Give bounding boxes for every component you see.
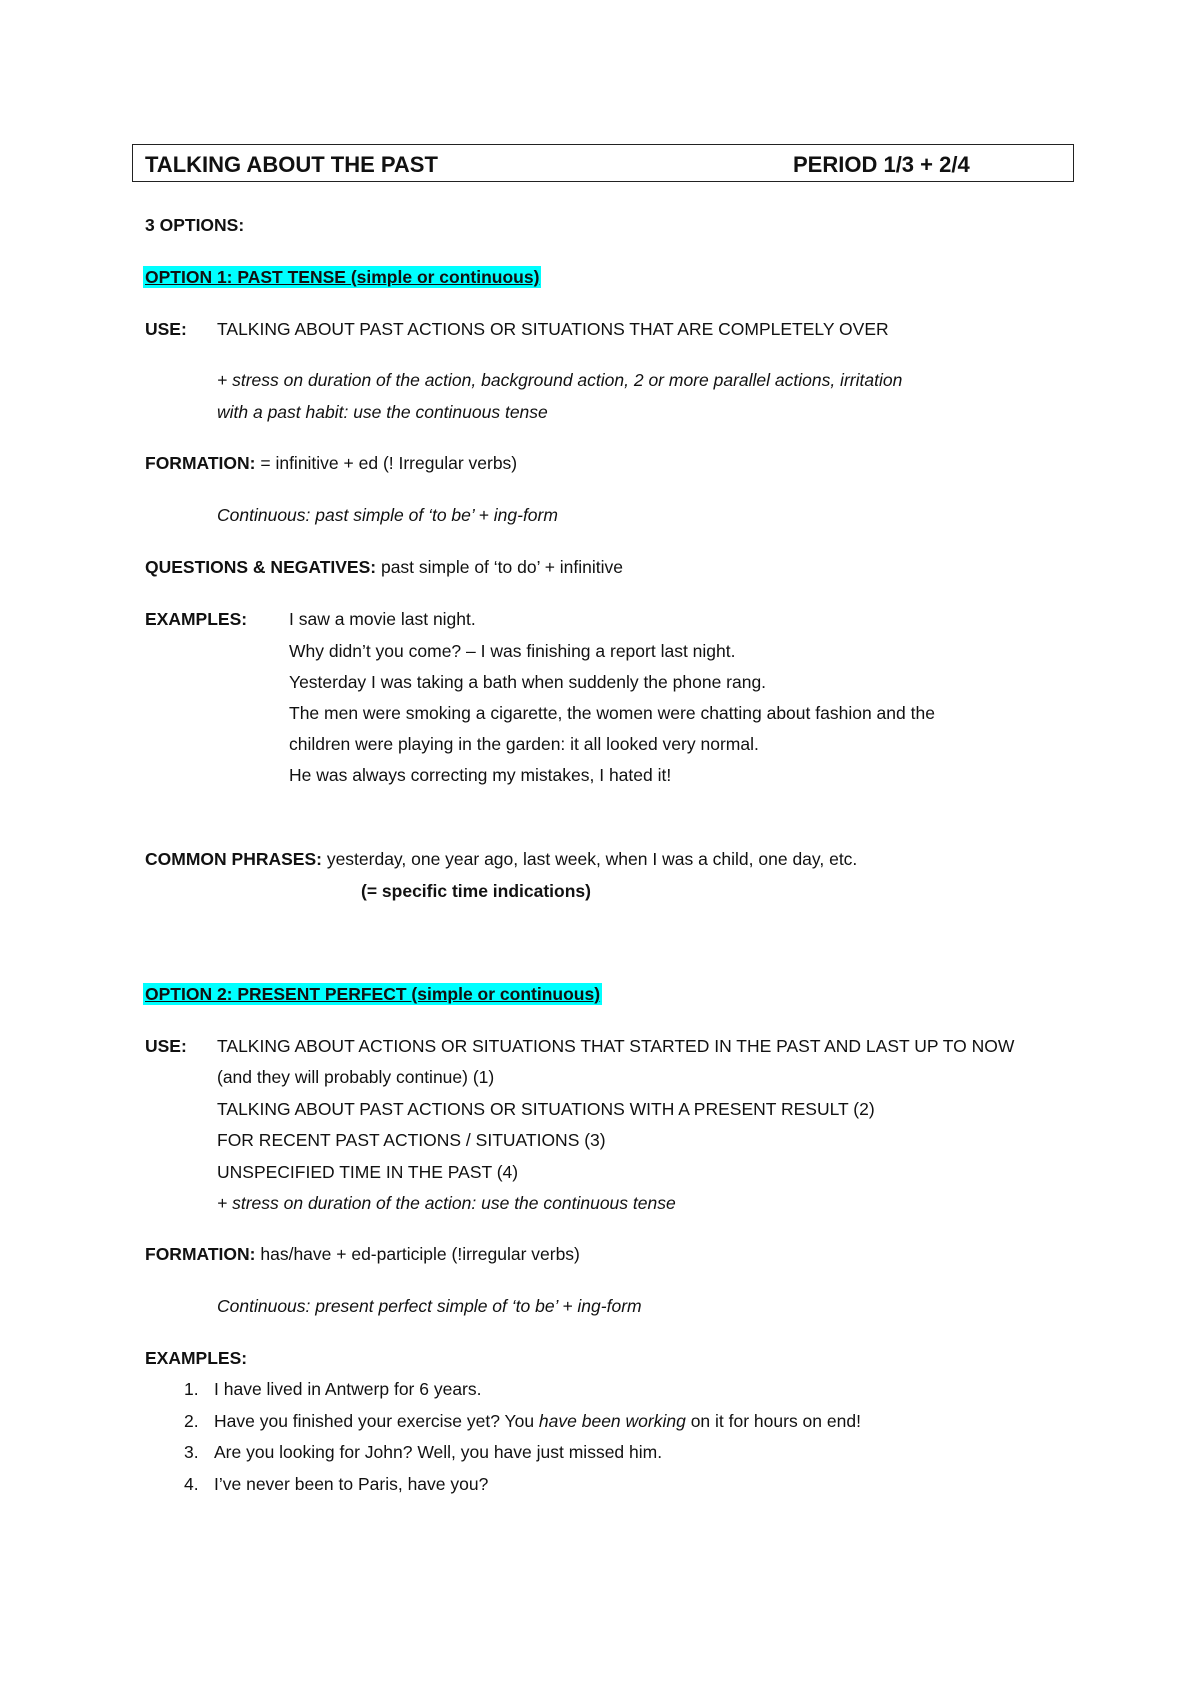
- option1-qn-text: past simple of ‘to do’ + infinitive: [376, 557, 623, 577]
- options-intro: 3 OPTIONS:: [145, 215, 245, 235]
- example-text-pre: Have you finished your exercise yet? You: [214, 1411, 539, 1431]
- option2-examples-label: EXAMPLES:: [145, 1348, 248, 1368]
- option1-common-phrases: [145, 848, 857, 870]
- list-number: 2.: [184, 1411, 199, 1431]
- period-label: PERIOD 1/3 + 2/4: [793, 152, 970, 177]
- document-title: TALKING ABOUT THE PAST: [145, 152, 438, 177]
- option1-example: children were playing in the garden: it all looked very normal.: [289, 734, 759, 754]
- option2-use-line: UNSPECIFIED TIME IN THE PAST (4): [217, 1162, 519, 1182]
- option1-heading: OPTION 1: PAST TENSE (simple or continuous): [145, 267, 540, 287]
- option2-use-line: FOR RECENT PAST ACTIONS / SITUATIONS (3): [217, 1130, 606, 1150]
- example-text: Are you looking for John? Well, you have just missed him.: [214, 1442, 663, 1462]
- option2-stress: + stress on duration of the action: use the continuous tense: [217, 1193, 676, 1213]
- option2-example: [184, 1441, 662, 1463]
- option2-continuous: Continuous: present perfect simple of ‘to be’ + ing-form: [217, 1296, 642, 1316]
- list-number: 3.: [184, 1442, 199, 1462]
- option1-example: Why didn’t you come? – I was finishing a report last night.: [289, 641, 736, 661]
- option2-example: [184, 1378, 482, 1400]
- option1-stress-line2: with a past habit: use the continuous tense: [217, 402, 548, 422]
- option1-continuous: Continuous: past simple of ‘to be’ + ing-form: [217, 505, 558, 525]
- option1-formation-text: = infinitive + ed (! Irregular verbs): [255, 453, 518, 473]
- option1-stress-line1: + stress on duration of the action, background action, 2 or more parallel actions, irritation: [217, 370, 903, 390]
- option2-use-line: TALKING ABOUT ACTIONS OR SITUATIONS THAT STARTED IN THE PAST AND LAST UP TO NOW: [217, 1036, 1015, 1056]
- option1-formation-label: FORMATION:: [145, 453, 256, 473]
- option1-example: I saw a movie last night.: [289, 609, 476, 629]
- option1-example: Yesterday I was taking a bath when suddenly the phone rang.: [289, 672, 767, 692]
- option1-phrases-text: yesterday, one year ago, last week, when I was a child, one day, etc.: [321, 849, 858, 869]
- title-box: [132, 144, 1074, 182]
- example-text-post: on it for hours on end!: [685, 1411, 861, 1431]
- example-text: I have lived in Antwerp for 6 years.: [214, 1379, 482, 1399]
- option1-example: He was always correcting my mistakes, I hated it!: [289, 765, 672, 785]
- option2-heading: OPTION 2: PRESENT PERFECT (simple or continuous): [145, 984, 601, 1004]
- option2-formation-text: has/have + ed-participle (!irregular verbs): [255, 1244, 580, 1264]
- option1-phrases-label: COMMON PHRASES:: [145, 849, 322, 869]
- option1-use-text: TALKING ABOUT PAST ACTIONS OR SITUATIONS THAT ARE COMPLETELY OVER: [217, 319, 889, 339]
- option2-use-line: TALKING ABOUT PAST ACTIONS OR SITUATIONS WITH A PRESENT RESULT (2): [217, 1099, 875, 1119]
- option1-examples-label: EXAMPLES:: [145, 609, 248, 629]
- option1-formation: [145, 452, 517, 474]
- list-number: 1.: [184, 1379, 199, 1399]
- option2-formation-label: FORMATION:: [145, 1244, 256, 1264]
- option2-heading-wrap: [143, 983, 602, 1005]
- option2-use-label: USE:: [145, 1036, 187, 1056]
- option1-heading-wrap: [143, 266, 541, 288]
- example-text-emphasis: have been working: [538, 1411, 686, 1431]
- option1-qn-label: QUESTIONS & NEGATIVES:: [145, 557, 377, 577]
- option2-example: [184, 1473, 488, 1495]
- list-number: 4.: [184, 1474, 199, 1494]
- option2-formation: [145, 1243, 580, 1265]
- option1-phrases-note: (= specific time indications): [361, 881, 591, 901]
- option1-questions-negatives: [145, 556, 623, 578]
- example-text: I’ve never been to Paris, have you?: [214, 1474, 489, 1494]
- option1-use-label: USE:: [145, 319, 187, 339]
- option2-example: [184, 1410, 861, 1432]
- option2-use-line: (and they will probably continue) (1): [217, 1067, 495, 1087]
- option1-example: The men were smoking a cigarette, the women were chatting about fashion and the: [289, 703, 935, 723]
